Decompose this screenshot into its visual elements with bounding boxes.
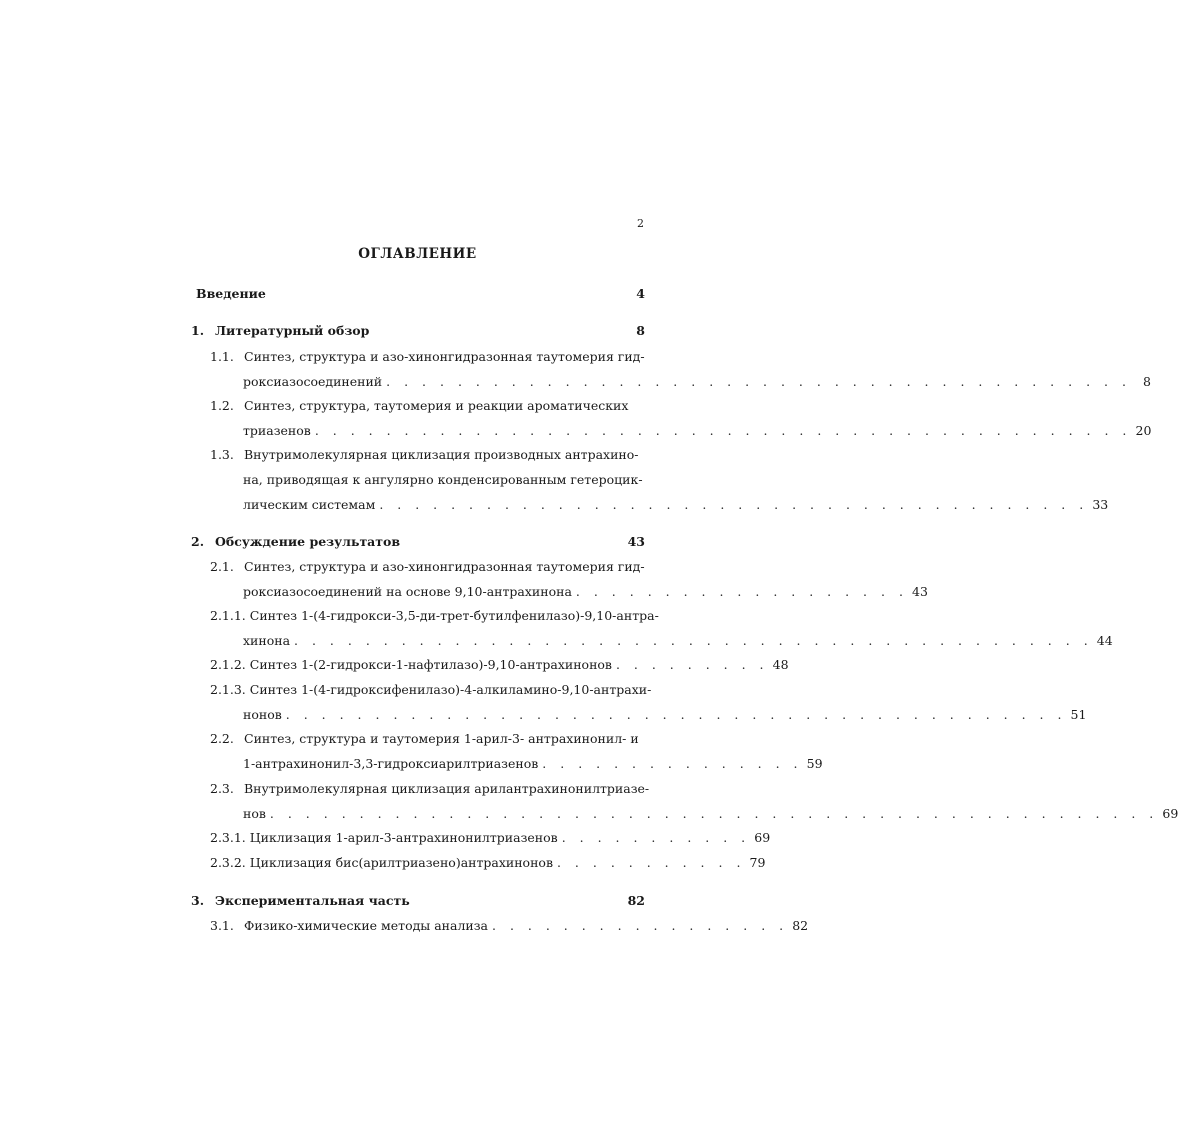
section-number: 1.3.	[210, 447, 234, 462]
chapter-number: 2.	[191, 534, 205, 549]
chapter-page: 82	[627, 893, 645, 908]
toc-section-3-1[interactable]: 3.1. Физико-химические методы анализа . . . . . . . . . . . . . . . . . 82	[210, 918, 809, 933]
entry-label: Введение	[196, 286, 266, 301]
subsection-line-1: Циклизация бис(арилтриазено)антрахинонов	[249, 855, 553, 870]
toc-subsection-2-3-2[interactable]: 2.3.2. Циклизация бис(арилтриазено)антрахинонов . . . . . . . . . . . 79	[210, 855, 766, 870]
subsection-line-2: хинона	[243, 633, 291, 648]
subsection-page: 79	[749, 855, 766, 870]
subsection-page: 44	[1096, 633, 1113, 648]
section-line-1: Внутримолекулярная циклизация производных антрахино-	[244, 447, 639, 462]
chapter-page: 8	[636, 323, 645, 338]
section-number: 2.3.	[210, 781, 234, 796]
entry-page: 4	[636, 286, 645, 301]
subsection-line-1: Синтез 1-(4-гидрокси-3,5-ди-трет-бутилфенилазо)-9,10-антра-	[249, 608, 659, 623]
section-line-2: нов	[243, 806, 266, 821]
chapter-number: 3.	[191, 893, 205, 908]
page-number: 2	[637, 217, 644, 230]
subsection-page: 51	[1070, 707, 1087, 722]
chapter-label: Экспериментальная часть	[215, 893, 410, 908]
section-page: 82	[792, 918, 809, 933]
section-number: 2.2.	[210, 731, 234, 746]
toc-entry-intro[interactable]	[196, 286, 645, 302]
section-page: 20	[1135, 423, 1152, 438]
subsection-number: 2.1.3.	[210, 682, 246, 697]
section-number: 2.1.	[210, 559, 234, 574]
section-line-2: роксиазосоединений	[243, 374, 383, 389]
section-page: 69	[1162, 806, 1178, 821]
section-line-1: Синтез, структура и азо-хинонгидразонная таутомерия гид-	[244, 349, 645, 364]
section-number: 3.1.	[210, 918, 234, 933]
section-line-2: триазенов	[243, 423, 311, 438]
toc-chapter-2[interactable]	[191, 534, 645, 550]
section-number: 1.2.	[210, 398, 234, 413]
section-number: 1.1.	[210, 349, 234, 364]
section-line-3: лическим системам	[243, 497, 376, 512]
section-line-1: Внутримолекулярная циклизация арилантрахинонилтриазе-	[244, 781, 650, 796]
subsection-number: 2.3.2.	[210, 855, 246, 870]
section-page: 8	[1143, 374, 1151, 389]
toc-chapter-1[interactable]	[191, 323, 645, 339]
section-page: 33	[1092, 497, 1109, 512]
subsection-number: 2.1.1.	[210, 608, 246, 623]
subsection-page: 48	[772, 657, 789, 672]
toc-chapter-3[interactable]	[191, 893, 645, 909]
subsection-line-1: Циклизация 1-арил-3-антрахинонилтриазенов	[249, 830, 558, 845]
chapter-label: Литературный обзор	[215, 323, 370, 338]
subsection-line-1: Синтез 1-(2-гидрокси-1-нафтилазо)-9,10-антрахинонов	[249, 657, 612, 672]
section-line-2: роксиазосоединений на основе 9,10-антрахинона	[243, 584, 572, 599]
toc-subsection-2-3-1[interactable]: 2.3.1. Циклизация 1-арил-3-антрахинонилтриазенов . . . . . . . . . . . 69	[210, 830, 771, 845]
chapter-page: 43	[627, 534, 645, 549]
section-line-1: Физико-химические методы анализа	[244, 918, 488, 933]
section-line-1: Синтез, структура и азо-хинонгидразонная таутомерия гид-	[244, 559, 645, 574]
section-line-1: Синтез, структура и таутомерия 1-арил-3- антрахинонил- и	[244, 731, 639, 746]
subsection-line-2: нонов	[243, 707, 282, 722]
toc-subsection-2-1-2[interactable]: 2.1.2. Синтез 1-(2-гидрокси-1-нафтилазо)-9,10-антрахинонов . . . . . . . . . 48	[210, 657, 789, 672]
section-line-1: Синтез, структура, таутомерия и реакции ароматических	[244, 398, 629, 413]
chapter-label: Обсуждение результатов	[215, 534, 401, 549]
section-line-2: 1-антрахинонил-3,3-гидроксиарилтриазенов	[243, 756, 539, 771]
toc-title: ОГЛАВЛЕНИЕ	[358, 246, 477, 262]
subsection-number: 2.1.2.	[210, 657, 246, 672]
chapter-number: 1.	[191, 323, 205, 338]
section-page: 59	[806, 756, 823, 771]
section-line-2: на, приводящая к ангулярно конденсированным гетероцик-	[243, 472, 643, 487]
section-page: 43	[912, 584, 928, 599]
subsection-number: 2.3.1.	[210, 830, 246, 845]
subsection-line-1: Синтез 1-(4-гидроксифенилазо)-4-алкиламино-9,10-антрахи-	[249, 682, 652, 697]
subsection-page: 69	[754, 830, 771, 845]
